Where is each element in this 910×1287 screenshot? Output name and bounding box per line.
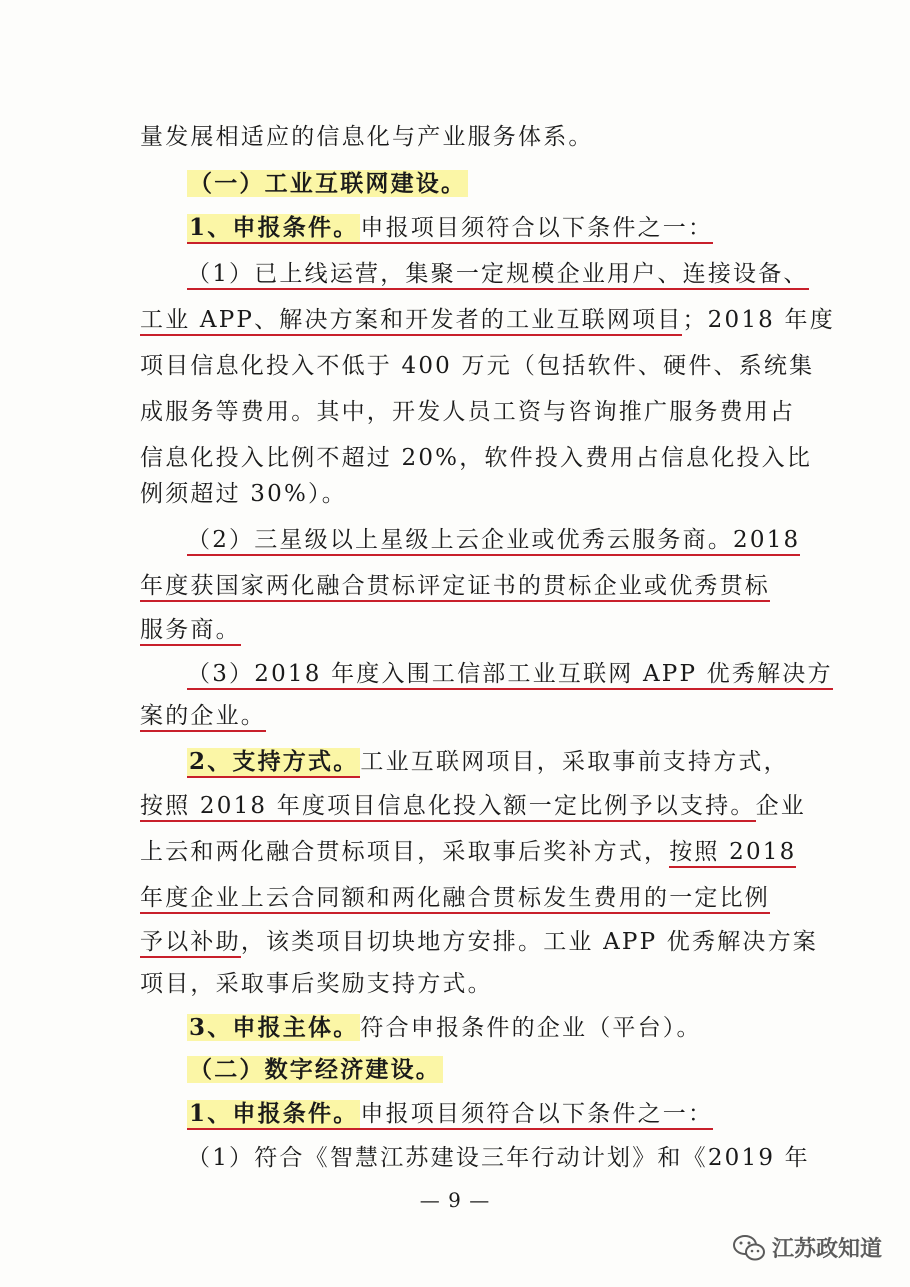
text-line (140, 298, 835, 342)
text-line (187, 1136, 810, 1180)
text-line (187, 206, 775, 250)
text-line (140, 115, 775, 159)
line-text: （2）三星级以上星级上云企业或优秀云服务商。2018 (187, 527, 800, 556)
text-line (187, 1006, 775, 1050)
text-line (140, 830, 797, 874)
line-text: 申报项目须符合以下条件之一： (360, 215, 713, 244)
line-text: 服务商。 (140, 617, 241, 646)
heading-text: （二）数字经济建设。 (189, 1056, 441, 1083)
line-text: ，该类项目切块地方安排。工业 APP 优秀解决方案 (240, 929, 818, 955)
line-text: （3）2018 年度入围工信部工业互联网 APP 优秀解决方 (187, 661, 833, 690)
line-text: 项目信息化投入不低于 400 万元（包括软件、硬件、系统集 (140, 353, 815, 379)
line-text: 符合申报条件的企业（平台）。 (360, 1015, 702, 1041)
text-line (140, 920, 818, 964)
line-text: 年度获国家两化融合贯标评定证书的贯标企业或优秀贯标 (140, 573, 770, 602)
text-line (140, 694, 775, 738)
text-line (187, 252, 809, 296)
line-text: 按照 2018 年度项目信息化投入额一定比例予以支持。 (140, 793, 756, 822)
subheading-text: 2、支持方式。 (187, 748, 360, 778)
text-line (140, 876, 775, 920)
line-text: 工业 APP、解决方案和开发者的工业互联网项目 (140, 307, 682, 336)
line-text: （1）已上线运营，集聚一定规模企业用户、连接设备、 (187, 261, 809, 290)
line-text: 量发展相适应的信息化与产业服务体系。 (140, 124, 594, 150)
line-text: 年度企业上云合同额和两化融合贯标发生费用的一定比例 (140, 885, 770, 914)
section-heading (187, 1048, 775, 1092)
line-text: 按照 2018 (669, 839, 796, 868)
line-text: 予以补助 (140, 929, 241, 958)
subheading-text: 1、申报条件。 (187, 1100, 360, 1130)
text-line (187, 518, 801, 562)
text-line (187, 652, 833, 696)
line-text: 项目，采取事后奖励支持方式。 (140, 971, 493, 997)
text-line (140, 390, 796, 434)
line-text: ；2018 年度 (682, 307, 835, 333)
page-number: — 9 — (419, 1188, 491, 1212)
text-line (140, 962, 775, 1006)
text-line (187, 740, 789, 784)
watermark (732, 1232, 882, 1263)
text-line (140, 344, 815, 388)
subheading-text: 3、申报主体。 (189, 1014, 359, 1041)
text-line (140, 564, 775, 608)
line-text: 企业 (755, 793, 806, 819)
line-text: 信息化投入比例不超过 20%，软件投入费用占信息化投入比 (140, 445, 813, 471)
heading-text: （一）工业互联网建设。 (189, 170, 467, 197)
line-text: （1）符合《智慧江苏建设三年行动计划》和《2019 年 (187, 1145, 810, 1171)
text-line (140, 608, 775, 652)
text-line (187, 1092, 775, 1136)
line-text: 申报项目须符合以下条件之一： (360, 1101, 713, 1130)
text-line (140, 784, 806, 828)
line-text: 例须超过 30%）。 (140, 481, 347, 507)
section-heading (187, 162, 775, 206)
wechat-icon (732, 1234, 766, 1262)
text-line (140, 472, 775, 516)
line-text: 工业互联网项目，采取事前支持方式， (360, 749, 789, 775)
subheading-text: 1、申报条件。 (187, 214, 360, 244)
line-text: 上云和两化融合贯标项目，采取事后奖补方式， (140, 839, 670, 865)
line-text: 成服务等费用。其中，开发人员工资与咨询推广服务费用占 (140, 399, 796, 425)
line-text: 案的企业。 (140, 703, 266, 732)
watermark-text: 江苏政知道 (771, 1237, 882, 1262)
